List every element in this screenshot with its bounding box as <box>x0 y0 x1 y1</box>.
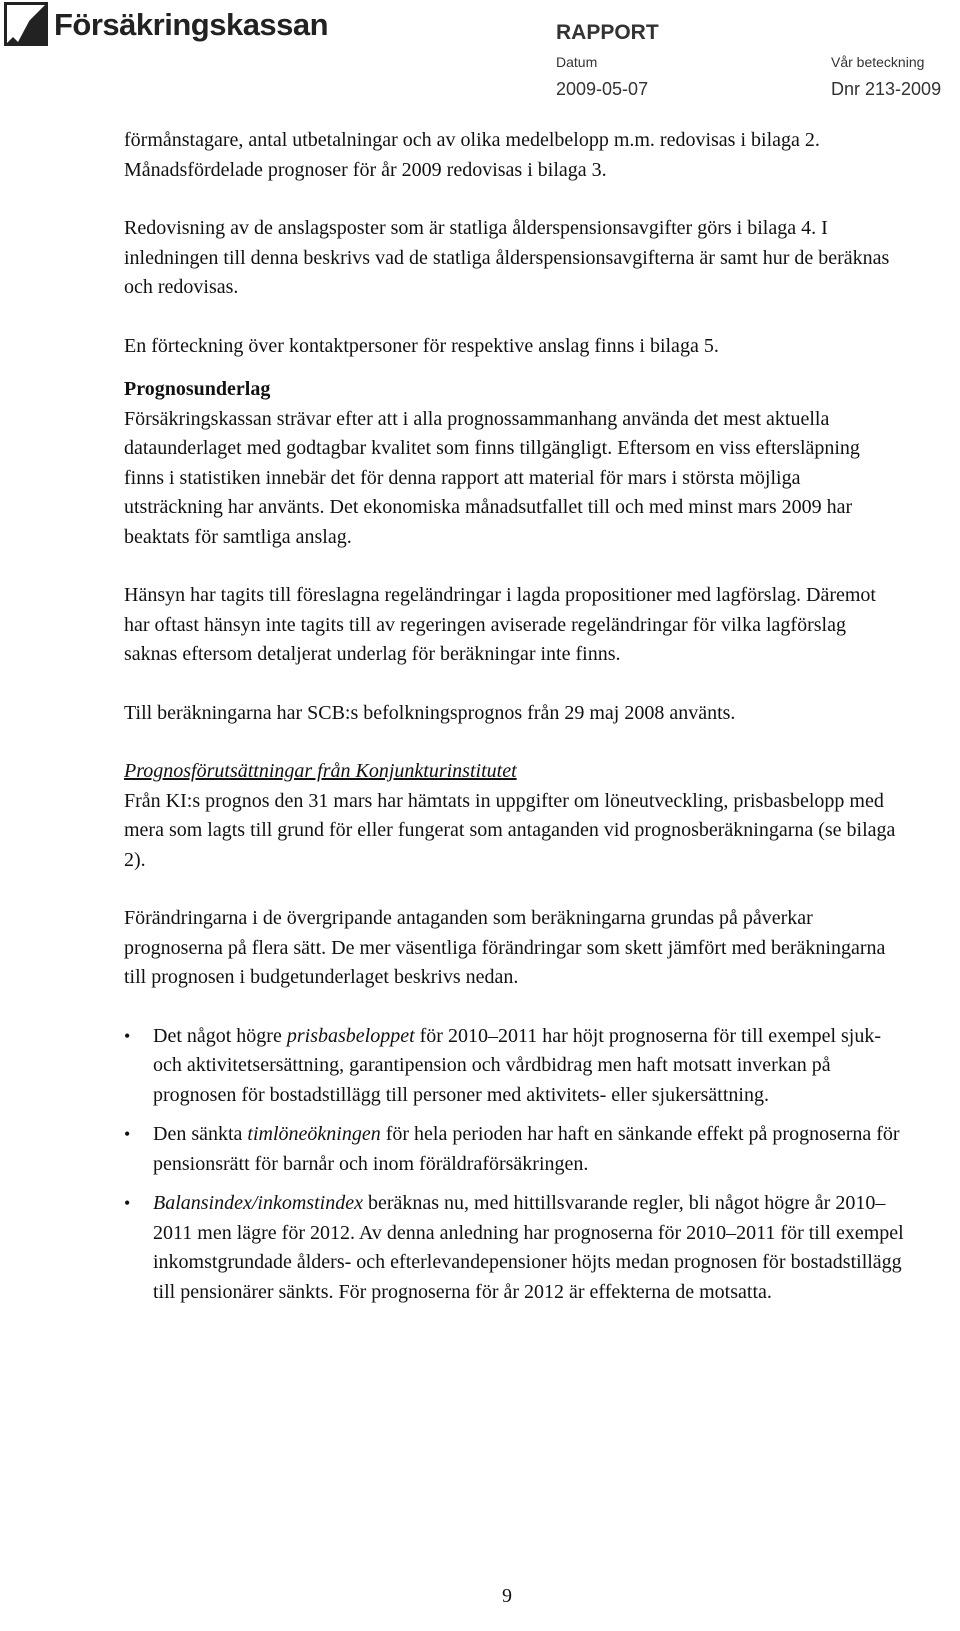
paragraph-ki-prognos: Från KI:s prognos den 31 mars har hämtats in uppgifter om löneutveckling, prisbasbelopp med mera som lagts till grund för eller fungerat som antaganden vid prognosberäkningarna (se bilaga 2). <box>124 789 896 871</box>
bullet-emphasis: timlöneökningen <box>247 1123 381 1145</box>
page-number: 9 <box>502 1585 512 1607</box>
reference-label: Vår beteckning <box>831 54 925 70</box>
paragraph-forandringar: Förändringarna i de övergripande antaganden som beräkningarna grundas på påverkar prognoserna på flera sätt. De mer väsentliga förändringar som skett jämfört med beräkningarna till prognosen i budgetunderlaget beskrivs nedan. <box>124 907 886 988</box>
paragraph-bilaga-2-3: förmånstagare, antal utbetalningar och av olika medelbelopp m.m. redovisas i bilaga 2. Månadsfördelade prognoser för år 2009 redovisas i bilaga 3. <box>124 129 820 181</box>
bullet-list <box>124 1022 904 1308</box>
report-title: RAPPORT <box>556 21 659 44</box>
logo-wordmark: Försäkringskassan <box>54 6 329 42</box>
heading-prognosunderlag: Prognosunderlag <box>124 378 271 400</box>
bullet-text-post: för 2010–2011 har höjt prognoserna för till exempel sjuk- och aktivitetsersättning, garantipension och vårdbidrag men haft motsatt inverkan på prognosen för bostadstillägg till personer med aktivitets- eller sjukersättning. <box>153 1024 882 1106</box>
heading-konjunkturinstitutet: Prognosförutsättningar från Konjunkturinstitutet <box>124 760 517 782</box>
paragraph-befolkningsprognos: Till beräkningarna har SCB:s befolkningsprognos från 29 maj 2008 använts. <box>124 701 736 724</box>
date-value: 2009-05-07 <box>556 79 649 99</box>
document-body <box>124 126 904 1307</box>
list-item <box>124 1189 904 1307</box>
paragraph-regelandringar: Hänsyn har tagits till föreslagna regeländringar i lagda propositioner med lagförslag. Däremot har oftast hänsyn inte tagits till av regeringen aviserade regeländringar för vilka lagförslag saknas eftersom detaljerat underlag för beräkningar inte finns. <box>124 584 876 665</box>
bullet-icon: • <box>124 1025 131 1046</box>
paragraph-dataunderlag: Försäkringskassan strävar efter att i alla prognossammanhang använda det mest aktuella dataunderlaget med godtagbar kvalitet som finns tillgängligt. Eftersom en viss eftersläpning finns i statistiken innebär det för denna rapport att material för mars i största möjliga utsträckning har använts. Det ekonomiska månadsutfallet till och med minst mars 2009 har beaktats för samtliga anslag. <box>124 407 860 548</box>
reference-value: Dnr 213-2009 <box>831 79 942 99</box>
bullet-icon: • <box>124 1193 131 1213</box>
list-spacer <box>124 1179 904 1189</box>
bullet-emphasis: Balansindex/inkomstindex <box>153 1192 363 1214</box>
bullet-text-pre: Det något högre <box>153 1024 287 1047</box>
bullet-icon: • <box>124 1124 131 1144</box>
list-spacer <box>124 1110 904 1120</box>
logo-mark-icon <box>4 2 48 46</box>
bullet-text-post: för hela perioden har haft en sänkande effekt på prognoserna för pensionsrätt för barnår och inom föräldraförsäkringen. <box>153 1123 900 1175</box>
bullet-text-post: beräknas nu, med hittillsvarande regler, bli något högre år 2010–2011 men lägre för 2012. Av denna anledning har prognoserna för 2010–2011 för till exempel inkomstgrundade ålders- och efterlevandepensioner höjts medan prognosen för bostadstillägg till pensionärer sänkts. För prognoserna för år 2012 är effekterna de motsatta. <box>153 1192 904 1303</box>
logo <box>4 2 328 46</box>
bullet-emphasis: prisbasbeloppet <box>286 1024 415 1047</box>
list-item <box>124 1120 904 1179</box>
paragraph-bilaga-5: En förteckning över kontaktpersoner för respektive anslag finns i bilaga 5. <box>124 334 719 357</box>
paragraph-bilaga-4: Redovisning av de anslagsposter som är statliga ålderspensionsavgifter görs i bilaga 4. I inledningen till denna beskrivs vad de statliga ålderspensionsavgifterna är samt hur de beräknas och redovisas. <box>124 217 890 298</box>
list-item <box>124 1022 904 1111</box>
date-label: Datum <box>556 54 598 70</box>
bullet-text-pre: Den sänkta <box>153 1123 248 1145</box>
page-header <box>0 0 960 100</box>
